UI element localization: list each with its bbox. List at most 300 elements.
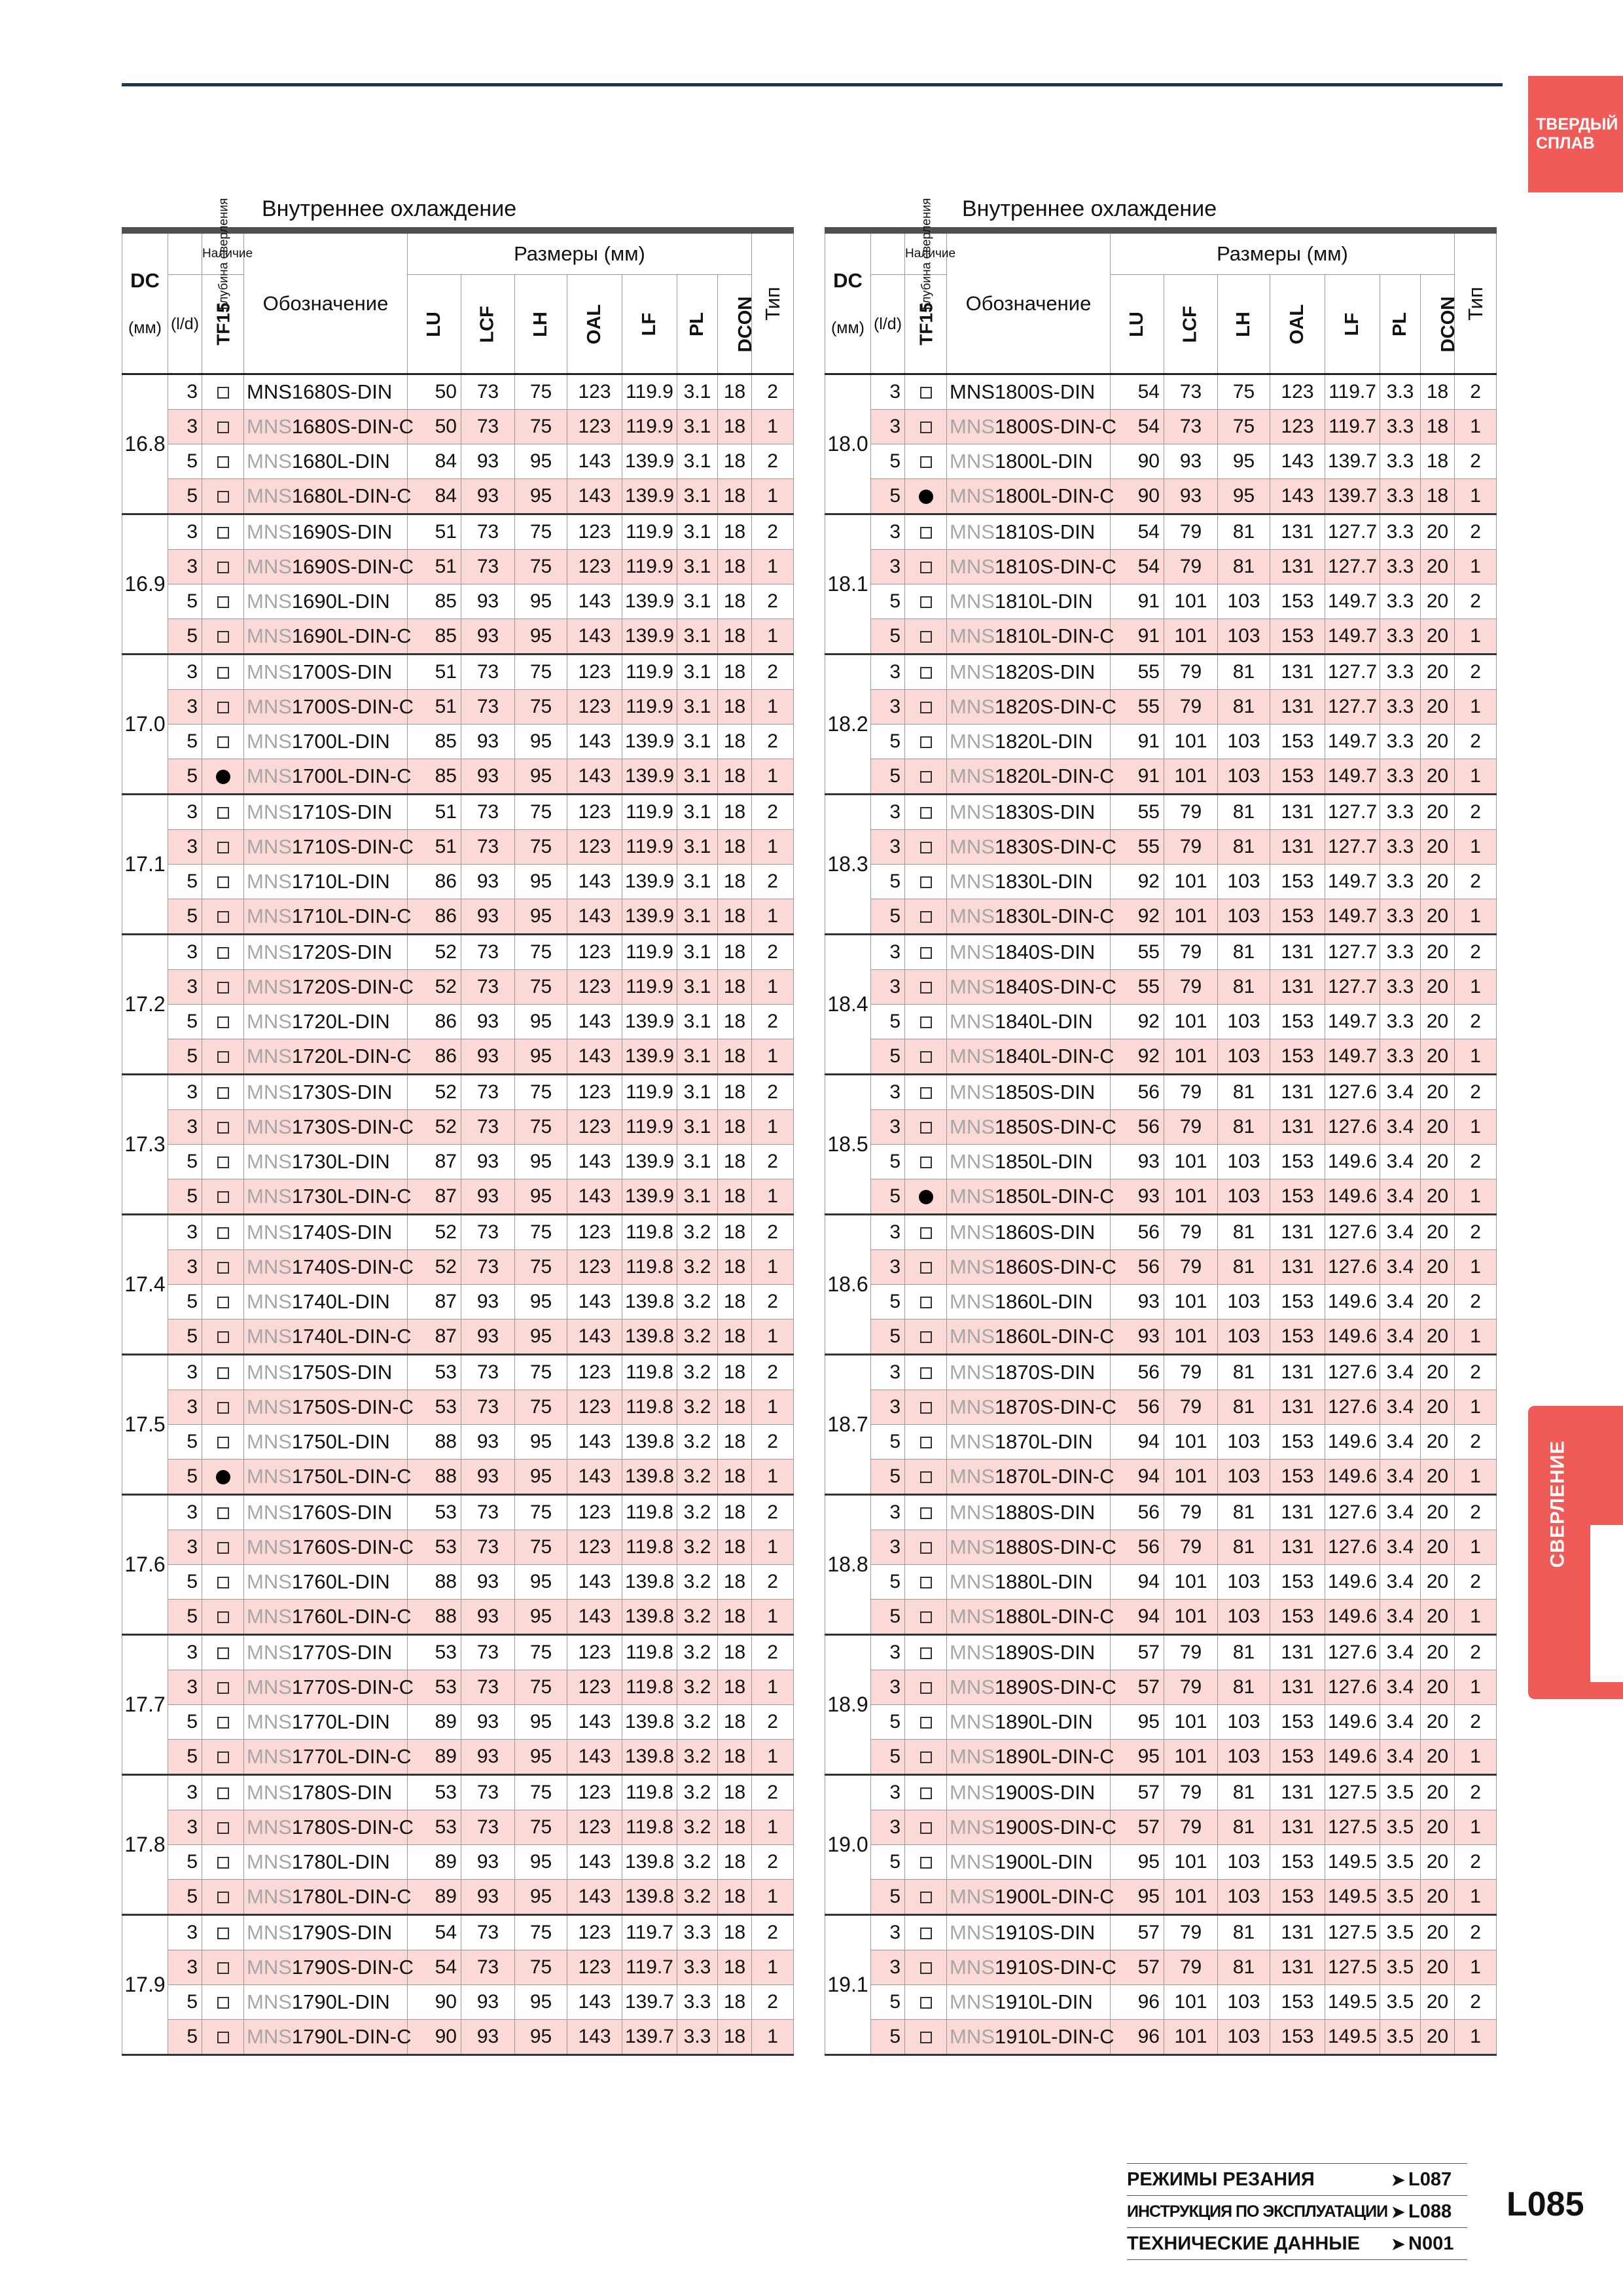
table-row[interactable] [825,479,1497,514]
designation-value[interactable] [244,1775,408,1810]
table-row[interactable] [825,444,1497,479]
table-row[interactable] [122,1460,794,1495]
dc-value: 19.0 [825,1775,871,1915]
table-row[interactable] [122,410,794,444]
designation-value[interactable] [947,795,1111,830]
designation-value[interactable] [244,1635,408,1670]
table-row[interactable] [825,1425,1497,1460]
designation-value[interactable] [244,374,408,410]
table-row[interactable] [825,1845,1497,1880]
code-prefix: MNS [950,415,995,438]
dcon-value: 18 [718,2020,752,2055]
designation-value[interactable] [244,1039,412,1075]
designation-value[interactable] [244,1740,412,1775]
depth-value: 3 [168,690,202,725]
designation-value[interactable] [947,1110,1116,1145]
lh-value: 75 [515,1635,567,1670]
table-row[interactable] [122,1985,794,2020]
table-row[interactable] [825,655,1497,690]
designation-value[interactable] [947,1425,1111,1460]
designation-value[interactable] [244,1005,408,1039]
designation-value[interactable] [244,725,408,759]
designation-value[interactable] [947,1145,1111,1179]
table-row[interactable] [825,1075,1497,1110]
dcon-value: 20 [1421,1039,1455,1075]
lf-value: 139.8 [622,1285,677,1319]
designation-value[interactable] [947,1460,1115,1495]
code-body: 1870L-DIN-C [994,1465,1115,1488]
table-row[interactable] [122,550,794,584]
depth-value: 5 [871,1740,905,1775]
table-row[interactable] [825,899,1497,935]
code-body: 1890S-DIN [994,1641,1096,1664]
designation-value[interactable] [244,444,408,479]
lf-value: 119.9 [622,410,677,444]
table-row[interactable] [825,514,1497,550]
table-row[interactable] [825,2020,1497,2055]
table-row[interactable] [122,865,794,899]
designation-value[interactable] [244,1110,414,1145]
table-row[interactable] [122,1600,794,1635]
table-row[interactable] [122,1145,794,1179]
stock-box-icon [217,1331,229,1343]
type-value: 2 [1455,1635,1497,1670]
table-row[interactable] [825,1179,1497,1215]
designation-value[interactable] [947,2020,1115,2055]
designation-value[interactable] [947,514,1111,550]
depth-value: 5 [168,725,202,759]
designation-value[interactable] [947,1635,1111,1670]
designation-value[interactable] [947,1179,1115,1215]
designation-value[interactable] [947,1215,1111,1250]
designation-value[interactable] [947,725,1111,759]
table-row[interactable] [825,584,1497,619]
table-row[interactable] [122,1775,794,1810]
stock-box-icon [217,456,229,468]
table-row[interactable] [122,655,794,690]
pl-value: 3.2 [677,1319,718,1355]
type-value: 2 [752,1705,794,1740]
designation-value[interactable] [244,830,414,865]
code-body: 1900S-DIN [994,1781,1096,1804]
table-row[interactable] [825,1880,1497,1915]
designation-value[interactable] [244,655,408,690]
lu-value: 54 [1111,550,1164,584]
table-row[interactable] [122,1390,794,1425]
designation-value[interactable] [244,1075,408,1110]
designation-value[interactable] [244,1390,414,1425]
table-row[interactable] [122,1075,794,1110]
table-row[interactable] [122,1565,794,1600]
table-row[interactable] [825,795,1497,830]
table-row[interactable] [825,1460,1497,1495]
designation-value[interactable] [244,1915,408,1950]
designation-value[interactable] [244,795,408,830]
designation-value[interactable] [947,1285,1111,1319]
table-row[interactable] [825,1635,1497,1670]
oal-value: 131 [1270,1390,1325,1425]
dcon-value: 20 [1421,1775,1455,1810]
lf-value: 127.6 [1325,1250,1380,1285]
designation-value[interactable] [947,374,1111,410]
lcf-value: 79 [1164,935,1218,970]
designation-value[interactable] [947,830,1116,865]
table-row[interactable] [122,1215,794,1250]
table-row[interactable] [122,1319,794,1355]
lu-value: 54 [1111,514,1164,550]
table-row[interactable] [122,1285,794,1319]
designation-value[interactable] [947,1390,1116,1425]
lcf-value: 73 [461,1530,515,1565]
designation-value[interactable] [947,1880,1115,1915]
table-row[interactable] [122,1110,794,1145]
oal-value: 123 [1270,410,1325,444]
table-row[interactable] [122,1915,794,1950]
designation-value[interactable] [244,1530,414,1565]
designation-value[interactable] [244,899,412,935]
table-row[interactable] [825,1670,1497,1705]
pl-value: 3.3 [1380,1039,1421,1075]
code-body: 1880S-DIN-C [994,1535,1116,1558]
designation-value[interactable] [244,1600,412,1635]
lf-value: 119.9 [622,514,677,550]
lu-value: 92 [1111,865,1164,899]
lu-value: 94 [1111,1425,1164,1460]
pl-value: 3.5 [1380,1845,1421,1880]
table-row[interactable] [122,759,794,795]
designation-value[interactable] [244,1880,412,1915]
designation-value[interactable] [947,1355,1111,1390]
stock-cell [905,514,947,550]
dcon-value: 20 [1421,1319,1455,1355]
ref-technical-data[interactable] [1127,2227,1467,2260]
lh-value: 81 [1218,1775,1270,1810]
table-row[interactable] [825,619,1497,655]
code-prefix: MNS [247,2025,292,2048]
designation-value[interactable] [244,514,408,550]
designation-value[interactable] [947,865,1111,899]
dcon-value: 18 [718,1915,752,1950]
depth-unit: (l/d) [170,314,200,333]
designation-value[interactable] [947,1705,1111,1740]
designation-value[interactable] [947,1005,1111,1039]
table-row[interactable] [825,935,1497,970]
pl-value: 3.1 [677,410,718,444]
table-row[interactable] [122,619,794,655]
table-row[interactable] [122,1425,794,1460]
lcf-value: 79 [1164,1495,1218,1530]
designation-value[interactable] [244,1985,408,2020]
tab-side-label: СВЕРЛЕНИЕ [1546,1440,1569,1568]
table-row[interactable] [825,550,1497,584]
dc-value: 17.3 [122,1075,168,1215]
dc-value: 18.0 [825,374,871,514]
designation-value[interactable] [947,759,1115,795]
lh-value: 81 [1218,1110,1270,1145]
lf-value: 127.6 [1325,1390,1380,1425]
designation-value[interactable] [947,1670,1116,1705]
stock-cell [905,1110,947,1145]
lu-value: 89 [408,1845,461,1880]
table-row[interactable] [825,1810,1497,1845]
table-row[interactable] [122,1250,794,1285]
lf-value: 139.9 [622,584,677,619]
lf-value: 127.6 [1325,1670,1380,1705]
table-row[interactable] [122,1670,794,1705]
designation-value[interactable] [947,1530,1116,1565]
oal-value: 131 [1270,690,1325,725]
designation-value[interactable] [947,690,1116,725]
designation-value[interactable] [244,1145,408,1179]
table-row[interactable] [825,1110,1497,1145]
designation-value[interactable] [244,1285,408,1319]
designation-value[interactable] [947,1775,1111,1810]
designation-value[interactable] [947,1495,1111,1530]
table-row[interactable] [122,935,794,970]
designation-value[interactable] [947,1075,1111,1110]
pl-value: 3.4 [1380,1215,1421,1250]
lh-value: 81 [1218,795,1270,830]
code-prefix: MNS [247,1850,292,1873]
designation-value[interactable] [244,584,408,619]
lf-value: 149.6 [1325,1179,1380,1215]
dcon-value: 18 [718,1319,752,1355]
table-row[interactable] [825,1355,1497,1390]
table-row[interactable] [122,444,794,479]
table-row[interactable] [825,1319,1497,1355]
table-row[interactable] [122,1705,794,1740]
code-prefix: MNS [247,1676,292,1698]
stock-box-icon [920,807,932,819]
lf-value: 127.6 [1325,1635,1380,1670]
stock-box-icon [217,1751,229,1763]
table-row[interactable] [825,1565,1497,1600]
table-row[interactable] [825,1775,1497,1810]
designation-value[interactable] [947,655,1111,690]
designation-value[interactable] [244,1179,412,1215]
designation-value[interactable] [244,1215,408,1250]
stock-cell [905,479,947,514]
designation-value[interactable] [947,1810,1116,1845]
table-row[interactable] [122,830,794,865]
designation-value[interactable] [947,970,1116,1005]
table-row[interactable] [122,1740,794,1775]
table-row[interactable] [825,970,1497,1005]
table-row[interactable] [122,1810,794,1845]
table-row[interactable] [122,1845,794,1880]
lf-value: 127.7 [1325,830,1380,865]
table-row[interactable] [825,830,1497,865]
table-row[interactable] [122,514,794,550]
code-prefix: MNS [247,1535,292,1558]
pl-value: 3.1 [677,479,718,514]
designation-value[interactable] [947,479,1115,514]
table-row[interactable] [122,899,794,935]
table-row[interactable] [122,970,794,1005]
lcf-value: 73 [461,655,515,690]
designation-value[interactable] [947,584,1111,619]
table-row[interactable] [122,1880,794,1915]
table-row[interactable] [122,1039,794,1075]
lu-value: 89 [408,1880,461,1915]
code-body: 1830S-DIN-C [994,835,1116,858]
designation-value[interactable] [244,479,412,514]
code-prefix: MNS [247,484,292,507]
code-prefix: MNS [247,1290,292,1313]
lf-value: 127.5 [1325,1915,1380,1950]
table-row[interactable] [825,1495,1497,1530]
table-row[interactable] [825,1005,1497,1039]
ref-cutting-conditions[interactable] [1127,2163,1467,2195]
designation-value[interactable] [244,1810,414,1845]
table-row[interactable] [825,1215,1497,1250]
lf-value: 149.6 [1325,1600,1380,1635]
table-row[interactable] [122,1635,794,1670]
table-row[interactable] [825,410,1497,444]
designation-value[interactable] [244,1425,408,1460]
designation-value[interactable] [244,1565,408,1600]
category-tab-carbide[interactable] [1528,76,1623,192]
table-row[interactable] [122,584,794,619]
pl-value: 3.2 [677,1565,718,1600]
stock-cell [202,1355,244,1390]
designation-value[interactable] [947,1600,1115,1635]
designation-value[interactable] [244,1250,414,1285]
code-prefix: MNS [247,1081,292,1103]
stock-cell [905,1670,947,1705]
table-row[interactable] [825,1145,1497,1179]
table-row[interactable] [825,374,1497,410]
table-row[interactable] [825,1600,1497,1635]
oal-value: 143 [567,1425,622,1460]
designation-value[interactable] [244,2020,412,2055]
lf-value: 149.7 [1325,1039,1380,1075]
table-row[interactable] [825,1985,1497,2020]
type-value: 2 [752,1005,794,1039]
designation-value[interactable] [947,935,1111,970]
designation-value[interactable] [244,1495,408,1530]
table-row[interactable] [122,1530,794,1565]
table-row[interactable] [122,795,794,830]
table-row[interactable] [825,1915,1497,1950]
lf-value: 139.8 [622,1845,677,1880]
designation-value[interactable] [947,410,1116,444]
code-prefix: MNS [247,660,292,683]
lh-value: 81 [1218,1495,1270,1530]
table-row[interactable] [122,725,794,759]
designation-value[interactable] [244,1460,412,1495]
designation-value[interactable] [244,1950,414,1985]
oal-value: 143 [567,619,622,655]
type-value: 2 [1455,1845,1497,1880]
table-row[interactable] [825,725,1497,759]
stock-box-icon [920,842,932,853]
lu-value: 51 [408,830,461,865]
table-row[interactable] [825,1705,1497,1740]
dc-header: DC [833,269,863,292]
designation-value[interactable] [947,1740,1115,1775]
designation-value[interactable] [244,1319,412,1355]
designation-value[interactable] [947,1950,1116,1985]
table-row[interactable] [825,759,1497,795]
lh-value: 75 [1218,374,1270,410]
designation-value[interactable] [947,899,1115,935]
designation-value[interactable] [244,935,408,970]
table-row[interactable] [122,479,794,514]
designation-value[interactable] [947,550,1116,584]
table-row[interactable] [122,1950,794,1985]
designation-value[interactable] [244,550,414,584]
table-row[interactable] [122,1355,794,1390]
code-prefix: MNS [247,380,292,403]
stock-cell [202,479,244,514]
code-prefix: MNS [950,660,995,683]
table-row[interactable] [825,1250,1497,1285]
ref-instructions[interactable] [1127,2195,1467,2227]
table-row[interactable] [825,865,1497,899]
table-row[interactable] [825,1740,1497,1775]
depth-value: 5 [871,619,905,655]
designation-value[interactable] [947,444,1111,479]
lcf-value: 93 [461,1179,515,1215]
table-row[interactable] [825,1950,1497,1985]
designation-value[interactable] [947,1565,1111,1600]
table-row[interactable] [825,1390,1497,1425]
table-row[interactable] [825,1530,1497,1565]
designation-value[interactable] [244,865,408,899]
lu-value: 55 [1111,970,1164,1005]
table-row[interactable] [825,1285,1497,1319]
type-value: 1 [1455,1179,1497,1215]
table-row[interactable] [122,1005,794,1039]
lf-value: 119.9 [622,374,677,410]
designation-value[interactable] [244,759,412,795]
designation-value[interactable] [244,970,414,1005]
dcon-value: 20 [1421,1985,1455,2020]
dcon-value: 20 [1421,1425,1455,1460]
table-row[interactable] [122,374,794,410]
designation-value[interactable] [947,1845,1111,1880]
table-row[interactable] [122,690,794,725]
designation-value[interactable] [947,1915,1111,1950]
designation-value[interactable] [947,1250,1116,1285]
designation-value[interactable] [244,619,412,655]
designation-value[interactable] [244,1705,408,1740]
type-value: 2 [1455,795,1497,830]
table-row[interactable] [825,690,1497,725]
table-row[interactable] [122,1495,794,1530]
designation-value[interactable] [947,1039,1115,1075]
designation-value[interactable] [947,619,1115,655]
designation-value[interactable] [244,690,414,725]
designation-value[interactable] [244,1845,408,1880]
designation-value[interactable] [244,1355,408,1390]
code-prefix: MNS [247,1115,292,1138]
designation-value[interactable] [947,1319,1115,1355]
designation-value[interactable] [244,1670,414,1705]
depth-value: 5 [871,444,905,479]
table-row[interactable] [122,2020,794,2055]
stock-cell [905,1600,947,1635]
depth-value: 3 [168,935,202,970]
table-row[interactable] [122,1179,794,1215]
pl-value: 3.3 [1380,655,1421,690]
designation-value[interactable] [244,410,414,444]
table-row[interactable] [825,1039,1497,1075]
depth-value: 5 [168,1600,202,1635]
designation-value[interactable] [947,1985,1111,2020]
lu-value: 96 [1111,2020,1164,2055]
